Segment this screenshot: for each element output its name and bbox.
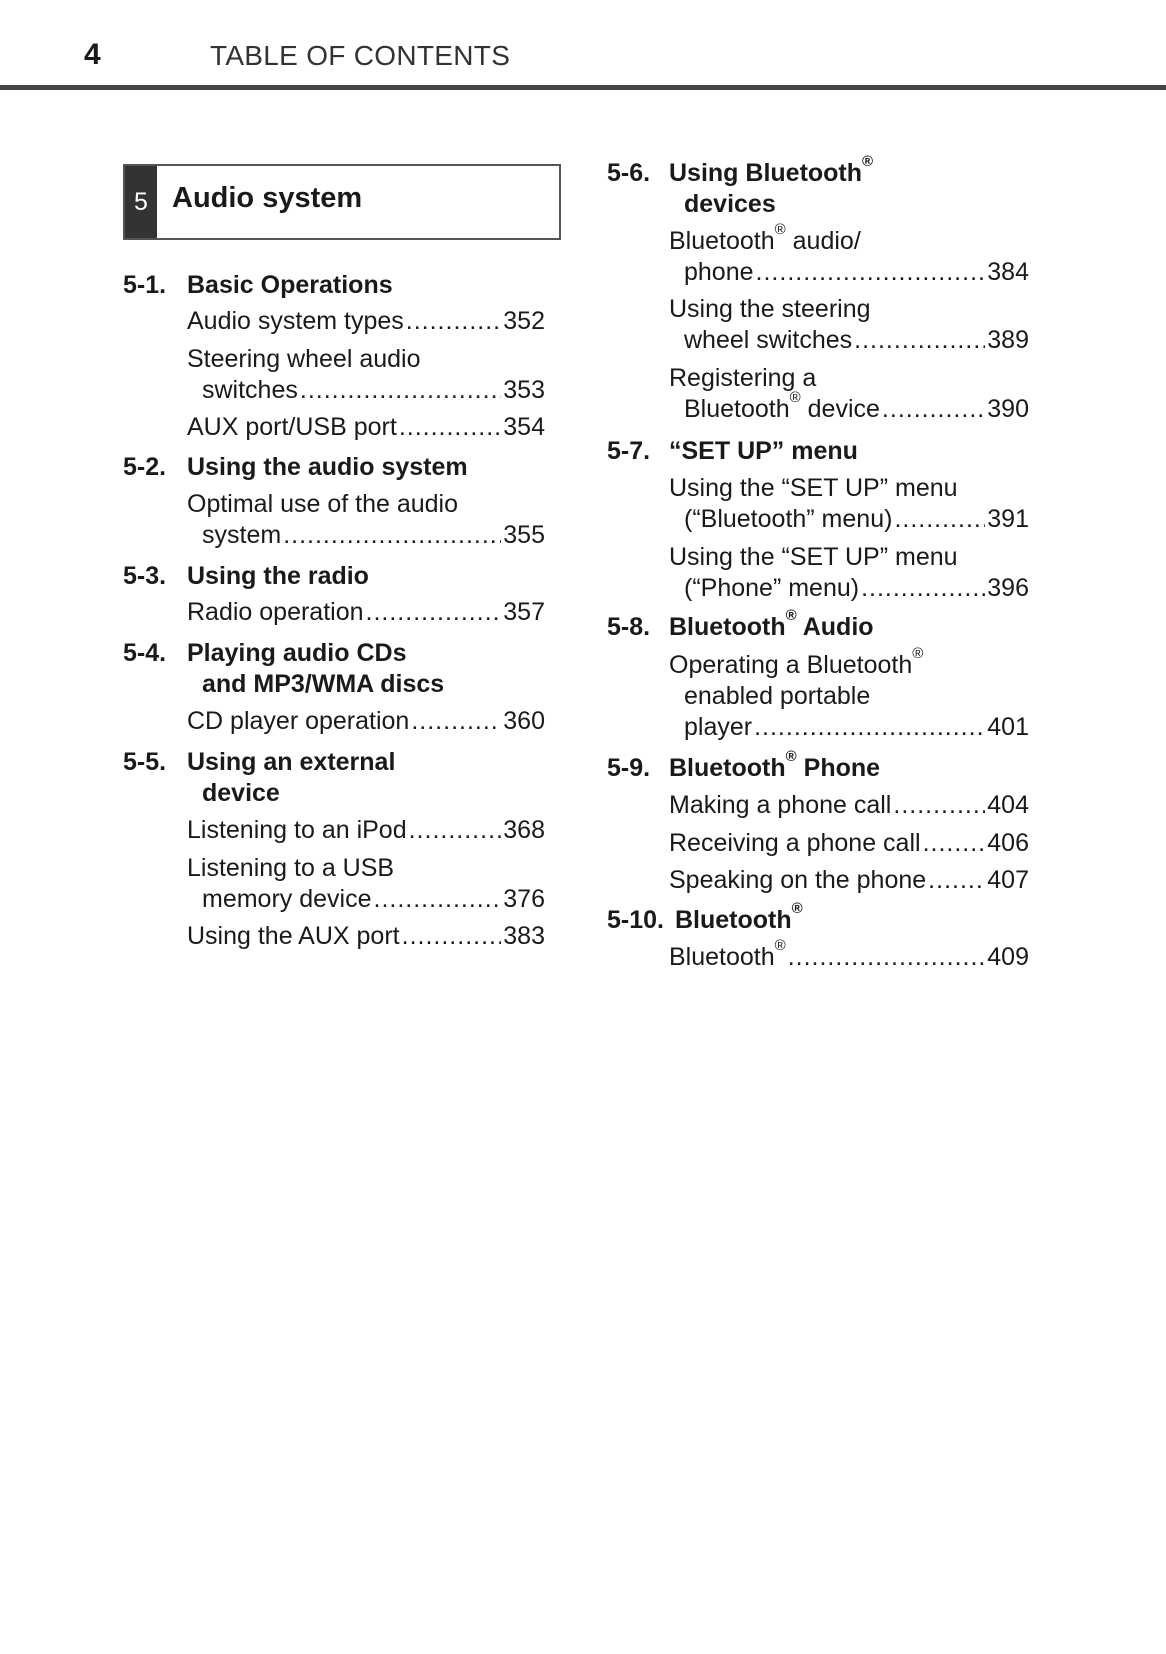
section-number: 5-6. — [607, 159, 651, 187]
section-number: 5-5. — [123, 748, 167, 776]
page-ref: 360 — [503, 707, 545, 735]
section-number: 5-10. — [607, 906, 664, 934]
section-number: 5-3. — [123, 562, 167, 590]
page-ref: 390 — [987, 395, 1029, 423]
toc-entry[interactable]: Making a phone call ..... 404 — [669, 790, 1029, 821]
page-ref: 383 — [503, 922, 545, 950]
section-title: Bluetooth® — [675, 900, 803, 934]
header-rule — [0, 85, 1166, 90]
chapter-box — [123, 164, 561, 240]
section-title: Basic Operations — [187, 271, 393, 299]
toc-entry[interactable]: AUX port/USB port ..... 354 — [187, 412, 545, 443]
page-ref: 407 — [987, 866, 1029, 894]
page-ref: 389 — [987, 326, 1029, 354]
toc-entry[interactable]: Using the “SET UP” menu (“Phone” menu) ..... 396 — [669, 542, 1029, 604]
toc-entry[interactable]: Receiving a phone call ..... 406 — [669, 828, 1029, 859]
toc-entry[interactable]: Listening to a USB memory device ..... 376 — [187, 853, 545, 915]
section-number: 5-7. — [607, 437, 651, 465]
page-ref: 404 — [987, 791, 1029, 819]
section-title: Playing audio CDs — [187, 639, 407, 667]
toc-entry[interactable]: Operating a Bluetooth® enabled portable player ..... 401 — [669, 650, 1029, 743]
section-number: 5-1. — [123, 271, 167, 299]
section-title: Bluetooth® Phone — [669, 748, 881, 782]
section-number: 5-9. — [607, 754, 651, 782]
toc-entry[interactable]: Bluetooth® audio/ phone ..... 384 — [669, 226, 1029, 288]
section-number: 5-2. — [123, 453, 167, 481]
toc-entry[interactable]: Optimal use of the audio system ..... 355 — [187, 489, 545, 551]
registered-mark: ® — [862, 153, 874, 170]
page-ref: 396 — [987, 574, 1029, 602]
toc-entry[interactable]: Radio operation ..... 357 — [187, 597, 545, 628]
toc-entry[interactable]: Speaking on the phone ..... 407 — [669, 865, 1029, 896]
page-ref: 368 — [503, 816, 545, 844]
page-ref: 409 — [987, 943, 1029, 971]
page-ref: 384 — [987, 258, 1029, 286]
section-number: 5-4. — [123, 639, 167, 667]
toc-entry[interactable]: Using the AUX port ..... 383 — [187, 921, 545, 952]
toc-entry[interactable]: Steering wheel audio switches ..... 353 — [187, 344, 545, 406]
section-title: Bluetooth® Audio — [669, 607, 874, 641]
toc-entry[interactable]: CD player operation ..... 360 — [187, 706, 545, 737]
toc-entry[interactable]: Using the steering wheel switches ..... 389 — [669, 294, 1029, 356]
section-title: “SET UP” menu — [669, 437, 858, 465]
section-title: Using an external — [187, 748, 396, 776]
page-ref: 354 — [503, 413, 545, 441]
section-title: Using the radio — [187, 562, 369, 590]
chapter-number: 5 — [125, 166, 157, 238]
page-ref: 353 — [503, 376, 545, 404]
page-ref: 401 — [987, 713, 1029, 741]
toc-entry[interactable]: Using the “SET UP” menu (“Bluetooth” menu) ..... 391 — [669, 473, 1029, 535]
page-ref: 376 — [503, 885, 545, 913]
toc-entry[interactable]: Listening to an iPod ..... 368 — [187, 815, 545, 846]
section-title: Using the audio system — [187, 453, 468, 481]
page-ref: 355 — [503, 521, 545, 549]
page-ref: 406 — [987, 829, 1029, 857]
toc-entry[interactable]: Bluetooth® ..... 409 — [669, 942, 1029, 973]
page-header-title: TABLE OF CONTENTS — [210, 40, 511, 71]
page-number: 4 — [84, 38, 101, 71]
page-ref: 357 — [503, 598, 545, 626]
page-ref: 352 — [503, 307, 545, 335]
chapter-title: Audio system — [172, 182, 363, 214]
toc-entry[interactable]: Audio system types ..... 352 — [187, 306, 545, 337]
toc-entry[interactable]: Registering a Bluetooth® device ..... 390 — [669, 363, 1029, 425]
section-title: Using Bluetooth® — [669, 153, 874, 187]
section-number: 5-8. — [607, 613, 651, 641]
page-ref: 391 — [987, 505, 1029, 533]
